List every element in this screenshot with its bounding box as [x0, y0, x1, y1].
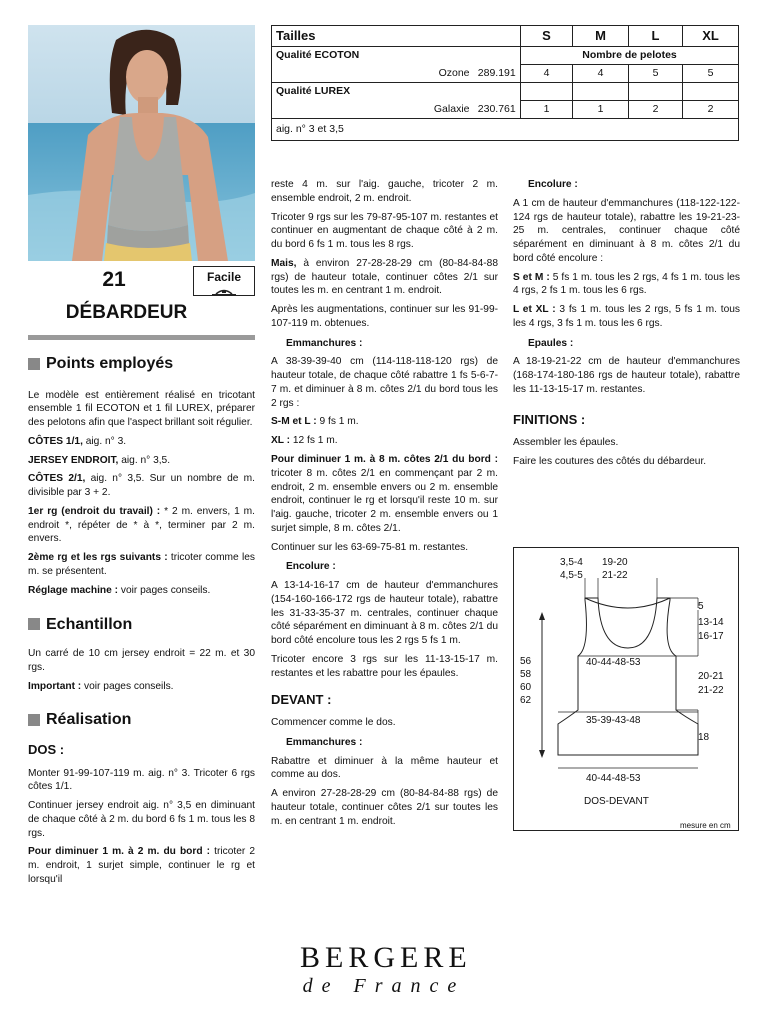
divider	[28, 335, 255, 340]
pattern-title: DÉBARDEUR	[65, 302, 188, 323]
brand-logo	[300, 938, 472, 1000]
paragraph: Tricoter encore 3 rgs sur les 11-13-15-17 m. restantes et les rabattre pour les épaules.	[271, 653, 498, 679]
section-echantillon	[28, 614, 255, 636]
difficulty-icon	[211, 287, 237, 297]
count-cell: 5	[683, 64, 739, 82]
quality-lurex: Qualité LUREX	[272, 82, 521, 100]
paragraph: Faire les coutures des côtés du débardeur.	[513, 456, 707, 468]
paragraph: Rabattre et diminuer à la même hauteur et comme au dos.	[271, 755, 498, 781]
square-bullet-icon	[28, 714, 40, 726]
paragraph: Monter 91-99-107-119 m. aig. n° 3. Tricoter 6 rgs côtes 1/1.	[28, 767, 255, 793]
paragraph: CÔTES 2/1, aig. n° 3,5. Sur un nombre de m. divisible par 3 + 2.	[28, 473, 255, 499]
section-realisation	[28, 709, 255, 731]
brand-subtitle: de France	[302, 974, 466, 997]
label-r16: 16-17	[698, 631, 724, 642]
count-cell: 2	[683, 100, 739, 118]
quality-ecoton: Qualité ECOTON	[272, 46, 521, 64]
difficulty-label: Facile	[206, 270, 242, 284]
label-r20: 20-21	[698, 671, 724, 682]
table-header: Tailles	[272, 26, 521, 47]
devant-heading: DEVANT :	[271, 691, 332, 707]
square-bullet-icon	[28, 618, 40, 630]
paragraph: L et XL : 3 fs 1 m. tous les 2 rgs, 5 fs 1 m. tous les 4 rgs, 3 fs 1 m. tous les 6 rgs.	[513, 304, 740, 329]
paragraph: JERSEY ENDROIT, aig. n° 3,5.	[28, 454, 171, 466]
paragraph: 2ème rg et les rgs suivants : tricoter comme les m. se présentent.	[28, 552, 255, 578]
label-shoulder-2: 4,5-5	[560, 570, 583, 581]
table-row	[272, 64, 739, 82]
diagram-caption: DOS-DEVANT	[584, 796, 649, 807]
paragraph: A 18-19-21-22 cm de hauteur d'emmanchures (168-174-180-186 rgs de hauteur totale), rabattre les 11-13-15-17 m. restantes.	[513, 356, 740, 395]
paragraph: Pour diminuer 1 m. à 2 m. du bord : tricoter 2 m. endroit, 1 surjet simple, continuer le rg et lorsqu'il	[28, 846, 255, 885]
label-neck-2: 21-22	[602, 570, 628, 581]
paragraph: reste 4 m. sur l'aig. gauche, tricoter 2 m. ensemble endroit, 2 m. endroit.	[271, 179, 498, 204]
paragraph: 1er rg (endroit du travail) : * 2 m. envers, 1 m. endroit *, répéter de * à *, terminer par 2 m. envers.	[28, 505, 256, 545]
paragraph: A 1 cm de hauteur d'emmanchures (118-122-122-124 rgs de hauteur totale), rabattre les 19-21-23-25 m. centrales, continuer chaque côté séparément en diminuant à 8 m. côtes 2/1 du bord côté encolure :	[513, 197, 740, 264]
paragraph: Tricoter 9 rgs sur les 79-87-95-107 m. restantes et continuer en augmentant de chaque côté à 2 m. du bord 6 fs 1 m. tous les 8 rgs.	[271, 211, 498, 251]
subheading: Encolure :	[286, 561, 336, 573]
label-neck-1: 19-20	[602, 557, 628, 568]
size-s: S	[521, 26, 573, 47]
right-column	[513, 178, 740, 474]
difficulty-badge	[193, 266, 255, 296]
paragraph: Assembler les épaules.	[513, 437, 619, 449]
label-r21: 21-22	[698, 685, 724, 696]
subheading: Emmanchures :	[286, 736, 363, 748]
paragraph: S-M et L : 9 fs 1 m.	[271, 416, 359, 428]
section-points	[28, 353, 255, 375]
size-l: L	[629, 26, 683, 47]
table-row	[272, 118, 739, 140]
paragraph: Le modèle est entièrement réalisé en tricotant ensemble 1 fil ECOTON et 1 fil LUREX, préparer des pelotons afin que l'aspect brillant soit régulier.	[28, 389, 255, 429]
label-hem-width: 40-44-48-53	[586, 773, 641, 784]
count-cell: 4	[521, 64, 573, 82]
dos-heading: DOS :	[28, 742, 65, 758]
paragraph: Continuer sur les 63-69-75-81 m. restantes.	[271, 541, 469, 553]
count-cell: 1	[573, 100, 629, 118]
paragraph: Continuer jersey endroit aig. n° 3,5 en diminuant de chaque côté à 2 m. du bord 6 fs 1 m. tous les 8 rgs.	[28, 800, 255, 839]
left-column	[28, 353, 255, 892]
color-ref: 230.761	[474, 100, 521, 118]
paragraph: Commencer comme le dos.	[271, 717, 396, 729]
paragraph: Pour diminuer 1 m. à 8 m. côtes 2/1 du bord : tricoter 8 m. côtes 2/1 en commençant par 2 m. endroit, 2 m. ensemble envers ou 2 m. ensemble endroit, continuer le rg et lorsqu'il reste 10 m. sur l'aig. gauche, tricoter 2 m. ensemble envers ou 1 surjet simple, 8 m. côtes 2/1.	[271, 454, 498, 534]
paragraph: Un carré de 10 cm jersey endroit = 22 m. et 30 rgs.	[28, 648, 255, 673]
label-shoulder-1: 3,5-4	[560, 557, 583, 568]
count-cell: 1	[521, 100, 573, 118]
subheading: Encolure :	[528, 179, 578, 190]
paragraph: S et M : 5 fs 1 m. tous les 2 rgs, 4 fs 1 m. tous les 4 rgs, 2 fs 1 m. tous les 6 rgs.	[513, 271, 740, 297]
paragraph: Important : voir pages conseils.	[28, 680, 174, 692]
section-title: Echantillon	[46, 615, 133, 633]
label-62: 62	[520, 695, 532, 706]
table-row	[272, 82, 739, 100]
size-m: M	[573, 26, 629, 47]
count-cell: 5	[629, 64, 683, 82]
pattern-number: 21	[102, 268, 126, 291]
table-row	[272, 100, 739, 118]
section-title: Points employés	[46, 355, 174, 372]
table-row	[272, 46, 739, 64]
finitions-heading: FINITIONS :	[513, 411, 586, 427]
color-name: Ozone	[404, 64, 474, 82]
middle-column	[271, 178, 498, 833]
label-r18: 18	[698, 732, 710, 743]
schematic-diagram	[513, 547, 739, 831]
unit-note: mesure en cm	[680, 821, 731, 830]
model-photo	[28, 25, 255, 261]
section-title: Réalisation	[46, 711, 132, 729]
paragraph: CÔTES 1/1, aig. n° 3.	[28, 435, 127, 447]
count-cell: 4	[573, 64, 629, 82]
brand-name: BERGERE	[300, 941, 472, 974]
label-56: 56	[520, 656, 532, 667]
paragraph: A 13-14-16-17 cm de hauteur d'emmanchures (154-160-166-172 rgs de hauteur totale), rabattre les 31-33-35-37 m. centrales, continuer chaque côté séparément en diminuant à 8 m. côtes 2/1 du bord côté encolure tous les 2 rgs 5 fs 1 m.	[271, 580, 498, 647]
paragraph: A 38-39-39-40 cm (114-118-118-120 rgs) de hauteur totale, de chaque côté rabattre 1 fs 5-6-7-7 m. et diminuer à 8 m. côtes 2/1 du bord tous les 2 rgs :	[271, 356, 498, 409]
label-bust-width: 40-44-48-53	[586, 657, 641, 668]
sizes-table	[271, 25, 739, 141]
garment-outline	[558, 598, 698, 755]
label-r5: 5	[698, 601, 704, 612]
subheading: Emmanchures :	[286, 337, 363, 349]
paragraph: A environ 27-28-28-29 cm (80-84-84-88 rgs) de hauteur totale, continuer côtes 2/1 sur toutes les m. en centrant 1 m. endroit.	[271, 788, 498, 827]
label-waist-width: 35-39-43-48	[586, 715, 641, 726]
label-r13: 13-14	[698, 617, 724, 628]
paragraph: XL : 12 fs 1 m.	[271, 435, 338, 447]
needles-note: aig. n° 3 et 3,5	[272, 118, 739, 140]
color-ref: 289.191	[474, 64, 521, 82]
color-name: Galaxie	[404, 100, 474, 118]
label-60: 60	[520, 682, 532, 693]
subheading: Epaules :	[528, 337, 574, 349]
count-cell: 2	[629, 100, 683, 118]
yarn-count-label: Nombre de pelotes	[521, 46, 739, 64]
paragraph: Réglage machine : voir pages conseils.	[28, 584, 211, 596]
square-bullet-icon	[28, 358, 40, 370]
table-row	[272, 26, 739, 47]
paragraph: Après les augmentations, continuer sur les 91-99-107-119 m. obtenues.	[271, 304, 498, 329]
paragraph: Mais, à environ 27-28-28-29 cm (80-84-84-88 rgs) de hauteur totale, continuer côtes 2/1 sur toutes les m. en centrant 1 m. endroit.	[271, 257, 498, 297]
size-xl: XL	[683, 26, 739, 47]
label-58: 58	[520, 669, 532, 680]
